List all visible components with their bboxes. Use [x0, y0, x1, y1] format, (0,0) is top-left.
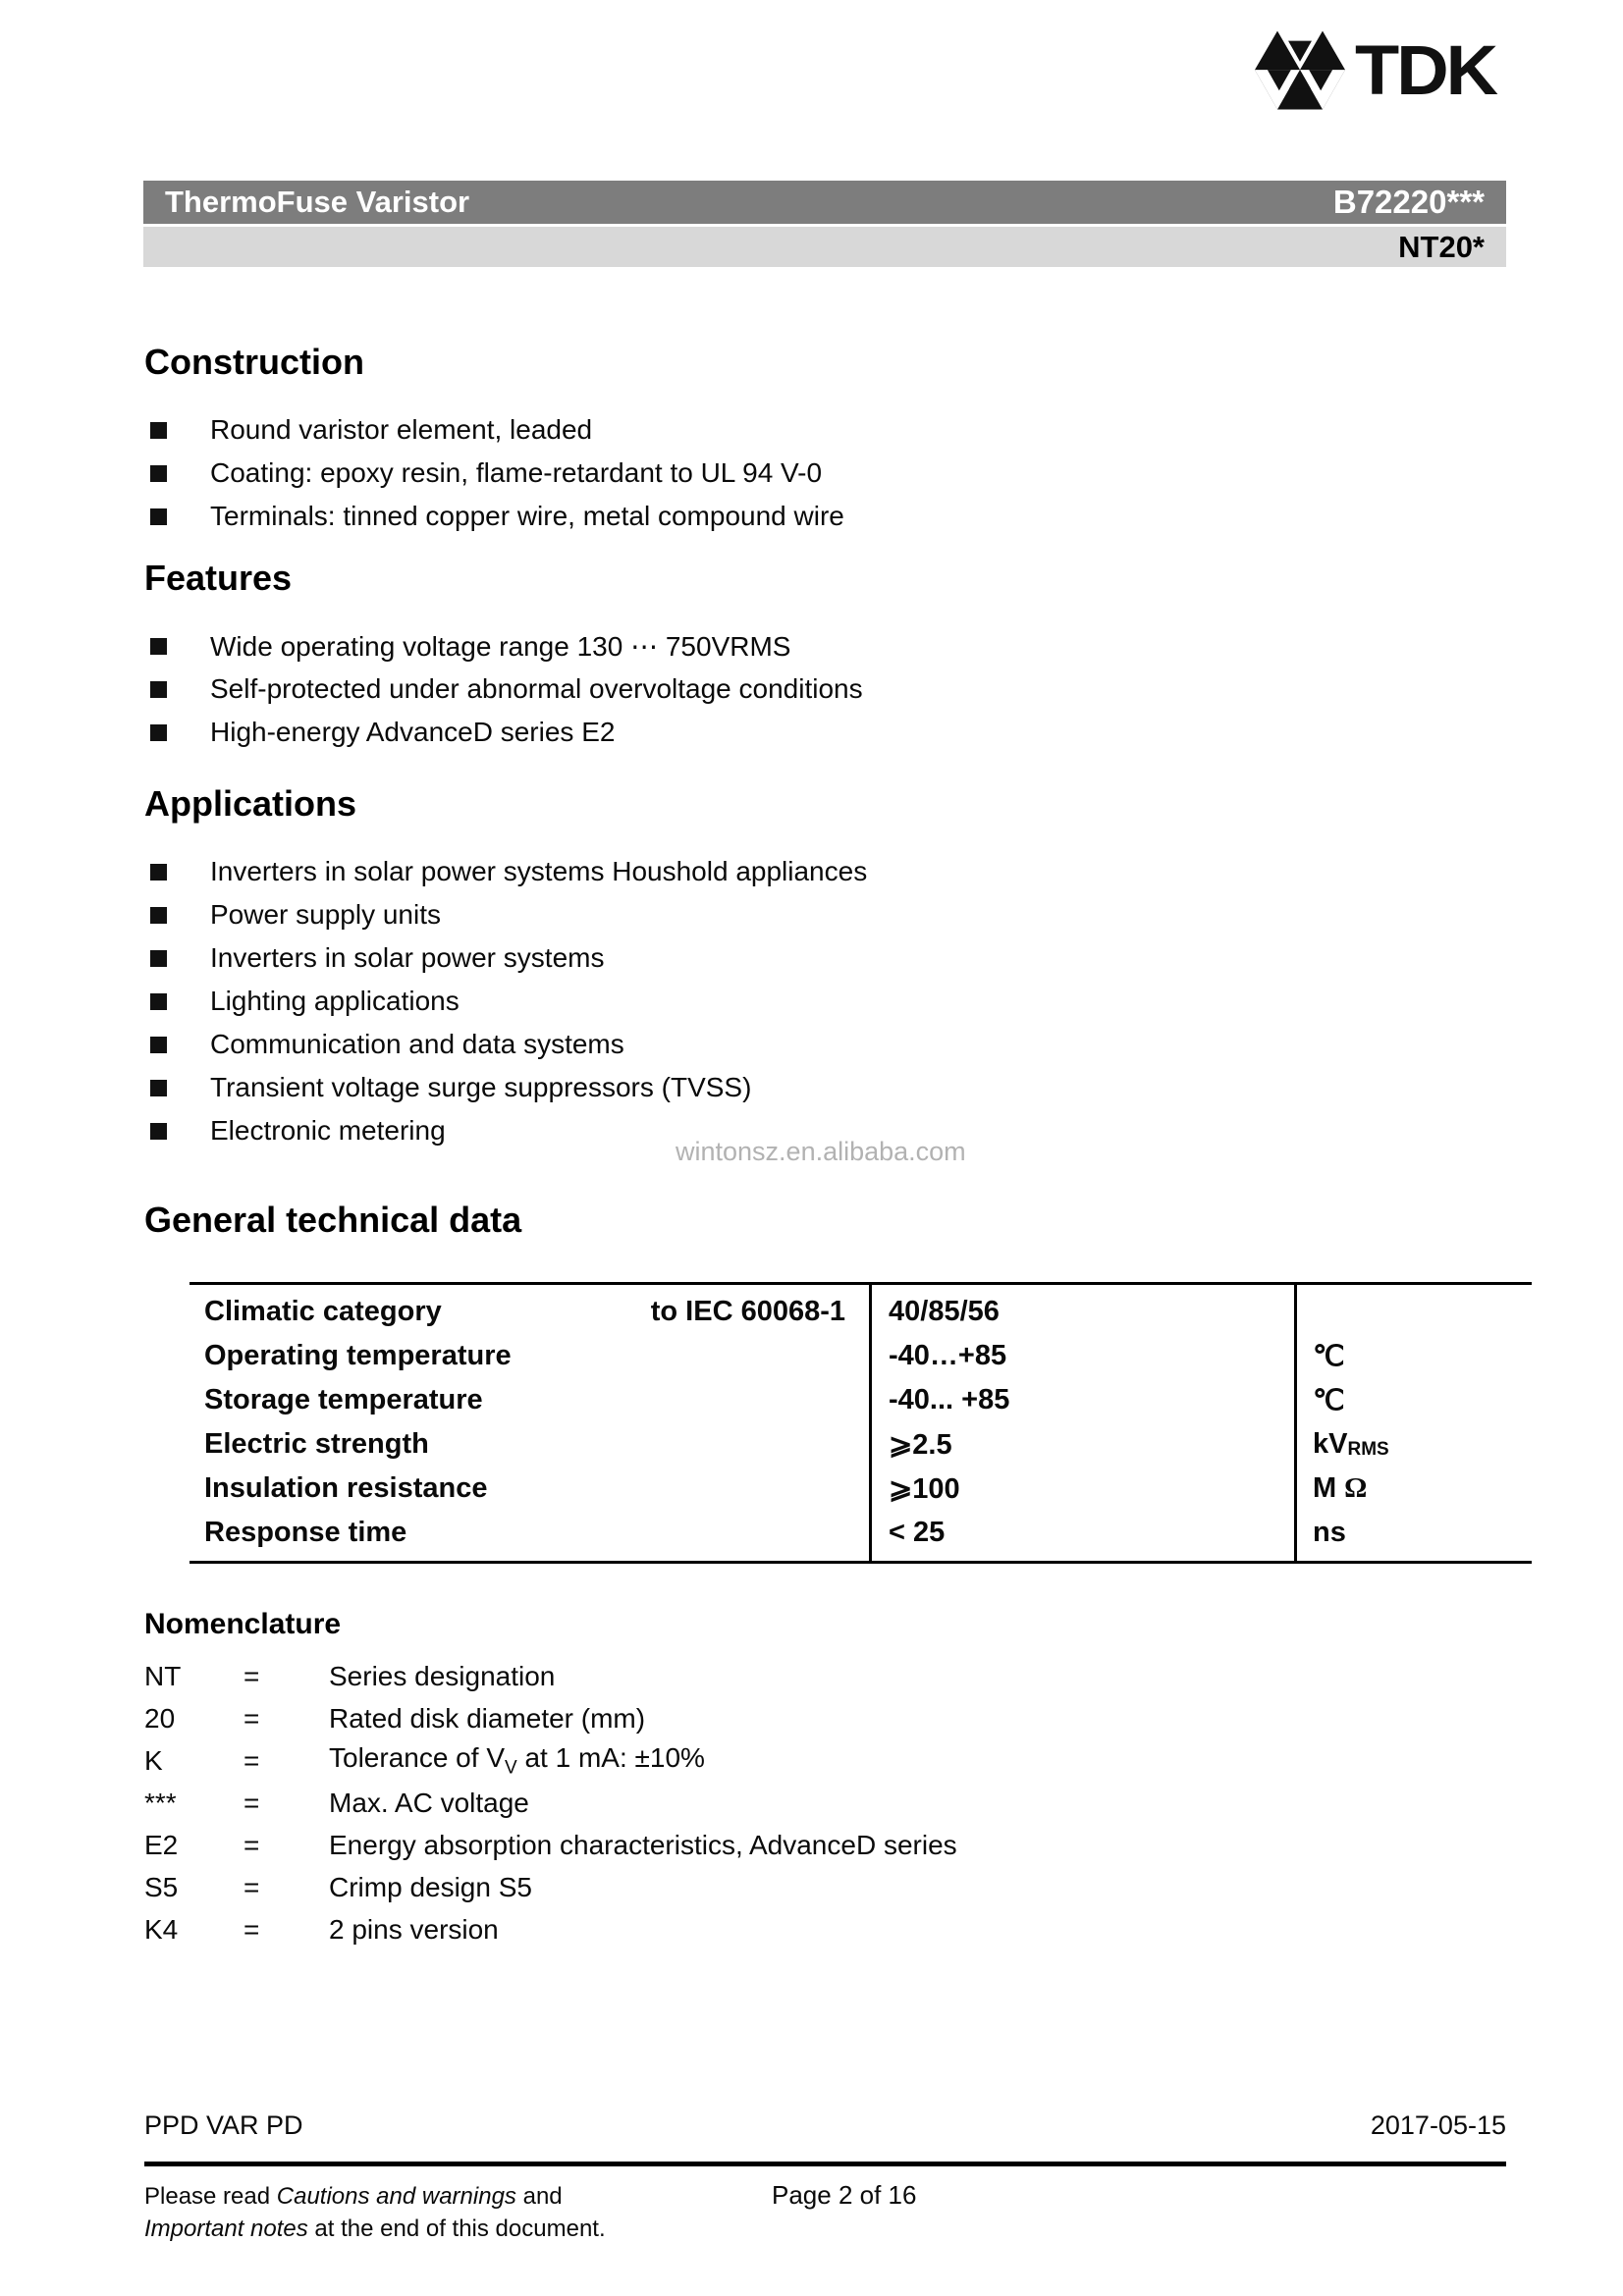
header-bar [143, 181, 1506, 224]
square-bullet-icon [150, 950, 167, 967]
footer-note-text: Please read [144, 2183, 277, 2210]
list-item [144, 893, 1421, 936]
nomenclature-code: K4 [144, 1913, 179, 1945]
footer-date: 2017-05-15 [1370, 2110, 1506, 2140]
square-bullet-icon [150, 907, 167, 924]
gtd-heading: General technical data [144, 1200, 522, 1240]
list-item [144, 1066, 1421, 1109]
construction-list [144, 408, 1421, 538]
nomenclature-description: Series designation [329, 1660, 556, 1691]
gtd-value-cell: ⩾2.5 [889, 1429, 952, 1461]
list-item-text: Coating: epoxy resin, flame-retardant to UL 94 V-0 [210, 457, 823, 488]
gtd-unit-cell [1297, 1334, 1529, 1378]
list-item-text: Communication and data systems [210, 1029, 624, 1059]
list-item [144, 980, 1421, 1023]
section-heading: Applications [144, 783, 357, 824]
gtd-parameter: Electric strength [204, 1428, 429, 1460]
list-item-text: Round varistor element, leaded [210, 414, 593, 445]
nomenclature-equals: = [243, 1913, 260, 1945]
list-item [144, 667, 1421, 711]
series-bar [143, 227, 1506, 267]
square-bullet-icon [150, 638, 167, 655]
footer-department: PPD VAR PD [144, 2110, 303, 2140]
gtd-unit: kV [1313, 1428, 1348, 1460]
gtd-value-column [869, 1285, 1294, 1561]
nomenclature-description: Crimp design S5 [329, 1871, 532, 1902]
nomenclature-code: K [144, 1744, 163, 1776]
gtd-unit: ℃ [1313, 1341, 1345, 1372]
footer-meta [144, 2110, 1506, 2141]
nomenclature-row [144, 1655, 1421, 1697]
section-nomenclature [144, 1608, 1421, 1950]
gtd-parameter-cell [189, 1467, 869, 1511]
list-item-text: Inverters in solar power systems Houshold appliances [210, 856, 868, 886]
gtd-unit-subscript: RMS [1347, 1438, 1389, 1460]
nomenclature-description: Max. AC voltage [329, 1787, 529, 1818]
nomenclature-row [144, 1782, 1421, 1824]
footer-note-text: and [515, 2183, 563, 2210]
square-bullet-icon [150, 1037, 167, 1053]
gtd-value-cell: 40/85/56 [889, 1296, 1000, 1327]
nomenclature-code: S5 [144, 1871, 179, 1902]
nomenclature-equals: = [243, 1829, 260, 1860]
list-item-text: Inverters in solar power systems [210, 942, 605, 973]
gtd-standard: to IEC 60068-1 [650, 1296, 845, 1327]
gtd-parameter-cell [189, 1290, 869, 1334]
list-item [144, 495, 1421, 538]
gtd-parameter: Storage temperature [204, 1384, 483, 1415]
nomenclature-code: NT [144, 1660, 182, 1691]
product-title: ThermoFuse Varistor [165, 185, 470, 219]
part-number: B72220*** [1332, 184, 1485, 220]
gtd-value-cell: -40... +85 [889, 1384, 1010, 1415]
list-item-text: Lighting applications [210, 986, 460, 1016]
square-bullet-icon [150, 993, 167, 1010]
nomenclature-row [144, 1739, 1421, 1782]
section-heading: Features [144, 558, 293, 598]
list-item-text: Self-protected under abnormal overvoltage conditions [210, 673, 863, 704]
square-bullet-icon [150, 1080, 167, 1096]
gtd-unit-symbol: Ω [1344, 1472, 1368, 1504]
nomenclature-code: E2 [144, 1829, 179, 1860]
square-bullet-icon [150, 724, 167, 741]
section-construction [144, 342, 1421, 538]
features-list [144, 624, 1421, 754]
list-item-text: Wide operating voltage range 130 ⋯ 750VRMS [210, 630, 791, 662]
tdk-logo-text: TDK [1355, 30, 1496, 110]
nomenclature-description: 2 pins version [329, 1913, 499, 1945]
footer-note-text: at the end of this document. [307, 2216, 606, 2242]
gtd-parameter-cell [189, 1334, 869, 1378]
list-item [144, 408, 1421, 452]
nomenclature-row [144, 1866, 1421, 1908]
nomenclature-equals: = [243, 1702, 260, 1734]
gtd-parameter: Climatic category [204, 1296, 442, 1327]
footer-note-italic-text: Important notes [144, 2216, 308, 2242]
gtd-unit-cell [1297, 1378, 1529, 1422]
tdk-logo [1255, 29, 1495, 112]
section-heading: Construction [144, 342, 364, 382]
nomenclature-heading: Nomenclature [144, 1608, 342, 1640]
list-item [144, 1023, 1421, 1066]
gtd-table [189, 1282, 1532, 1564]
nomenclature-row [144, 1824, 1421, 1866]
tdk-hexagon-icon [1255, 29, 1345, 112]
applications-list [144, 850, 1421, 1152]
section-applications [144, 783, 1421, 1152]
gtd-unit-column [1294, 1285, 1529, 1561]
list-item-text: Transient voltage surge suppressors (TVSS) [210, 1072, 752, 1102]
gtd-value-cell: ⩾100 [889, 1473, 960, 1505]
nomenclature-description: Energy absorption characteristics, AdvanceD series [329, 1829, 957, 1860]
gtd-parameter-cell [189, 1422, 869, 1467]
list-item [144, 452, 1421, 495]
list-item [144, 850, 1421, 893]
gtd-unit-cell [1297, 1467, 1529, 1511]
section-features [144, 558, 1421, 754]
nomenclature-code: 20 [144, 1702, 176, 1734]
gtd-parameter-column [189, 1285, 869, 1561]
list-item [144, 936, 1421, 980]
footer-page-number: Page 2 of 16 [772, 2180, 917, 2210]
footer-note-line [144, 2213, 733, 2245]
gtd-parameter-cell [189, 1511, 869, 1555]
footer-note [144, 2180, 733, 2245]
list-item-text: Terminals: tinned copper wire, metal compound wire [210, 501, 844, 531]
gtd-value-cell: -40…+85 [889, 1340, 1007, 1371]
nomenclature-row [144, 1908, 1421, 1950]
gtd-unit: ns [1313, 1517, 1346, 1548]
nomenclature-equals: = [243, 1744, 260, 1776]
nomenclature-code: *** [144, 1787, 177, 1818]
list-item-text: High-energy AdvanceD series E2 [210, 717, 616, 747]
nomenclature-equals: = [243, 1871, 260, 1902]
gtd-unit-cell [1297, 1511, 1529, 1555]
square-bullet-icon [150, 465, 167, 482]
gtd-parameter: Operating temperature [204, 1340, 512, 1371]
nomenclature-row [144, 1697, 1421, 1739]
series-name: NT20* [1398, 229, 1485, 264]
gtd-unit: ℃ [1313, 1385, 1345, 1416]
gtd-unit: M [1313, 1472, 1337, 1504]
nomenclature-equals: = [243, 1660, 260, 1691]
gtd-unit-cell [1297, 1290, 1529, 1334]
footer-note-line [144, 2180, 733, 2213]
gtd-parameter: Response time [204, 1517, 407, 1548]
list-item [144, 711, 1421, 754]
square-bullet-icon [150, 864, 167, 881]
footer-rule [144, 2162, 1506, 2166]
square-bullet-icon [150, 422, 167, 439]
square-bullet-icon [150, 681, 167, 698]
gtd-parameter-cell [189, 1378, 869, 1422]
list-item [144, 624, 1421, 667]
square-bullet-icon [150, 508, 167, 525]
nomenclature-equals: = [243, 1787, 260, 1818]
list-item-text: Power supply units [210, 899, 442, 930]
square-bullet-icon [150, 1123, 167, 1140]
gtd-value-cell: < 25 [889, 1517, 946, 1548]
footer-note-italic-text: Cautions and warnings [276, 2183, 516, 2210]
nomenclature-rows [144, 1655, 1421, 1950]
gtd-parameter: Insulation resistance [204, 1472, 488, 1504]
watermark: wintonsz.en.alibaba.com [676, 1137, 966, 1166]
nomenclature-description: Rated disk diameter (mm) [329, 1702, 646, 1734]
gtd-unit-cell [1297, 1422, 1529, 1467]
nomenclature-description: Tolerance of $V_V$ at 1 mA: ±10% [329, 1741, 705, 1779]
list-item-text: Electronic metering [210, 1115, 446, 1146]
